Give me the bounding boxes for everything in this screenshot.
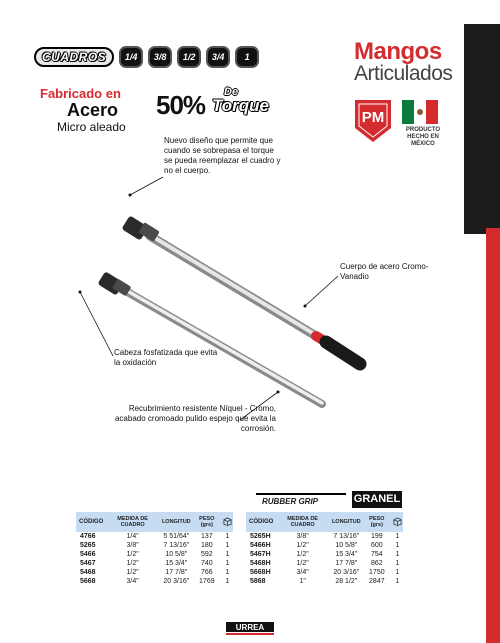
cell-code: 5467: [80, 560, 96, 567]
cell-code: 5668: [80, 578, 96, 585]
cell-length: 7 13/16": [163, 542, 190, 549]
table-row: [76, 559, 233, 568]
size-badge: 1/2: [177, 46, 201, 68]
cell-weight: 1769: [199, 578, 215, 585]
cell-size: 1/2": [296, 560, 309, 567]
cell-qty: 1: [225, 533, 230, 540]
product-subtitle: Articulados: [354, 62, 453, 85]
cell-length: 5 51/64": [163, 533, 190, 540]
col-code: CÓDIGO: [79, 519, 104, 525]
cell-qty: 1: [225, 578, 230, 585]
cell-length: 7 13/16": [333, 533, 360, 540]
cell-qty: 1: [395, 551, 400, 558]
col-size: MEDIDA DE CUADRO: [287, 516, 318, 528]
table-row: [246, 532, 403, 541]
note-body: Cuerpo de acero Cromo-Vanadio: [340, 262, 429, 281]
origin-line: PRODUCTO: [405, 127, 441, 133]
cell-qty: 1: [225, 551, 230, 558]
col-weight: PESO (grs): [199, 516, 215, 528]
cell-length: 20 3/16": [163, 578, 190, 585]
cell-code: 5467H: [250, 551, 271, 558]
cell-qty: 1: [395, 533, 400, 540]
cell-length: 15 3/4": [165, 560, 188, 567]
cell-length: 10 5/8": [165, 551, 188, 558]
cell-qty: 1: [395, 542, 400, 549]
cell-weight: 766: [200, 569, 213, 576]
rubber-grip-tag: RUBBER GRIP: [256, 493, 346, 508]
table-row: [246, 541, 403, 550]
cell-code: 5265: [80, 542, 96, 549]
spec-table-rubber: [246, 512, 403, 586]
table-row: [76, 568, 233, 577]
fabricado-line2: Acero: [67, 100, 119, 120]
table-header-row: [246, 512, 403, 532]
cell-weight: 180: [200, 542, 213, 549]
cell-qty: 1: [225, 560, 230, 567]
cell-weight: 1750: [369, 569, 385, 576]
cell-weight: 862: [370, 560, 383, 567]
size-badge: 3/8: [148, 46, 172, 68]
cell-length: 15 3/4": [335, 551, 358, 558]
cell-size: 1/2": [296, 542, 309, 549]
cell-qty: 1: [395, 569, 400, 576]
cell-size: 3/8": [126, 542, 139, 549]
table-row: [76, 541, 233, 550]
cuadros-label: CUADROS: [34, 47, 114, 67]
breaker-bar-lower: [97, 271, 322, 404]
leader-lines: [80, 177, 338, 420]
box-icon: [392, 512, 403, 532]
table-row: [246, 577, 403, 586]
cell-length: 28 1/2": [335, 578, 358, 585]
cell-code: 4766: [80, 533, 96, 540]
torque-percent: 50%: [156, 90, 206, 120]
col-size: MEDIDA DE CUADRO: [117, 516, 148, 528]
note-head: Cabeza fosfatizada que evita la oxidación: [114, 348, 218, 367]
cell-size: 1/4": [126, 533, 139, 540]
origin-line: HECHO EN: [407, 134, 439, 140]
urrea-logo-text: URREA: [235, 623, 265, 632]
cell-length: 17 7/8": [165, 569, 188, 576]
cell-size: 1/2": [126, 560, 139, 567]
breaker-bar-upper: [121, 215, 360, 364]
fabricado-line3: Micro aleado: [57, 120, 126, 134]
cell-weight: 137: [200, 533, 213, 540]
size-badge: 1/4: [119, 46, 143, 68]
cell-size: 1": [299, 578, 306, 585]
size-badge: 1: [235, 46, 259, 68]
note-coating: Recubrimiento resistente Níquel - Cromo, acabado cromoado pulido espejo que evita la corrosión.: [114, 404, 276, 433]
cell-weight: 600: [370, 542, 383, 549]
urrea-logo: [226, 622, 274, 636]
cell-code: 5466H: [250, 542, 271, 549]
cell-size: 1/2": [296, 551, 309, 558]
origin-line: MÉXICO: [411, 141, 435, 147]
cell-size: 3/8": [296, 533, 309, 540]
table-row: [246, 559, 403, 568]
cell-weight: 754: [370, 551, 383, 558]
table-row: [246, 568, 403, 577]
torque-word: Torque: [212, 96, 269, 115]
cell-length: 17 7/8": [335, 560, 358, 567]
box-icon: [222, 512, 233, 532]
cell-size: 1/2": [126, 569, 139, 576]
granel-tag: GRANEL: [352, 491, 402, 508]
cell-weight: 2847: [369, 578, 385, 585]
note-design: Nuevo diseño que permite que cuando se sobrepasa el torque se pueda reemplazar el cuadro y no el cuerpo.: [164, 136, 281, 175]
cell-size: 3/4": [126, 578, 139, 585]
pm-logo-text: PM: [361, 109, 385, 126]
table-header-row: [76, 512, 233, 532]
table-row: [246, 550, 403, 559]
torque-de: De: [224, 86, 239, 98]
cell-weight: 199: [370, 533, 383, 540]
cell-size: 1/2": [126, 551, 139, 558]
cell-qty: 1: [225, 569, 230, 576]
cell-size: 3/4": [296, 569, 309, 576]
cell-weight: 740: [200, 560, 213, 567]
table-row: [76, 550, 233, 559]
cell-length: 10 5/8": [335, 542, 358, 549]
cell-code: 5265H: [250, 533, 271, 540]
table-row: [76, 577, 233, 586]
cell-qty: 1: [395, 578, 400, 585]
cell-length: 20 3/16": [333, 569, 360, 576]
cell-qty: 1: [395, 560, 400, 567]
col-length: LONGITUD: [161, 519, 191, 525]
product-title: Mangos: [354, 38, 442, 65]
col-weight: PESO (grs): [369, 516, 385, 528]
size-badge: 3/4: [206, 46, 230, 68]
cell-code: 5466: [80, 551, 96, 558]
table-row: [76, 532, 233, 541]
cell-qty: 1: [225, 542, 230, 549]
cell-code: 5868: [250, 578, 266, 585]
spec-table-standard: [76, 512, 233, 586]
col-length: LONGITUD: [331, 519, 361, 525]
cell-weight: 592: [200, 551, 213, 558]
fabricado-line1: Fabricado en: [40, 86, 121, 101]
cell-code: 5468H: [250, 560, 271, 567]
cell-code: 5468: [80, 569, 96, 576]
cell-code: 5668H: [250, 569, 271, 576]
col-code: CÓDIGO: [249, 519, 274, 525]
